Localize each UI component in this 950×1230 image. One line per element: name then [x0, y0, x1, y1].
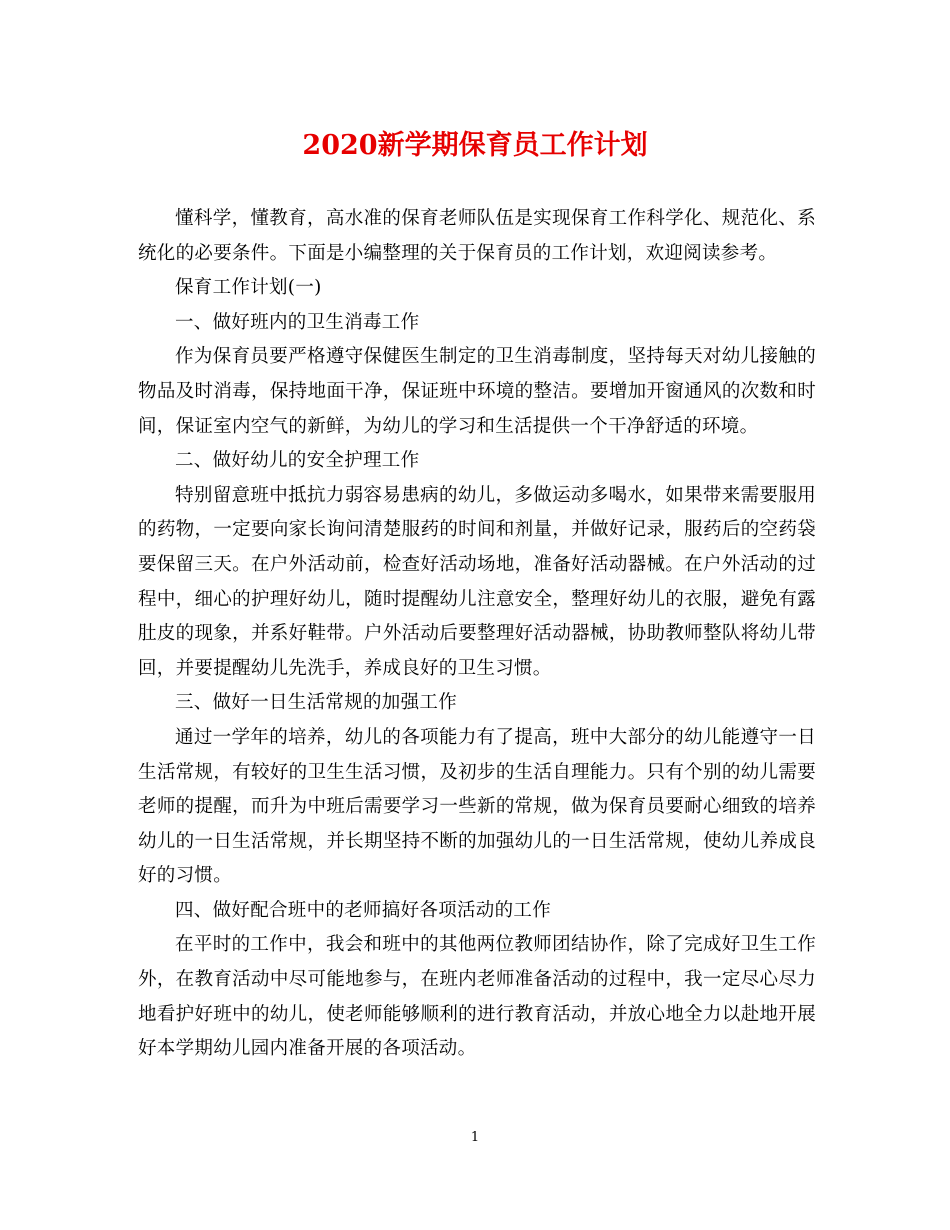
subsection-heading: 四、做好配合班中的老师搞好各项活动的工作	[175, 899, 552, 921]
body-paragraph: 特别留意班中抵抗力弱容易患病的幼儿，多做运动多喝水，如果带来需要服用的药物，一定要向家长询问清楚服药的时间和剂量，并做好记录，服药后的空药袋要保留三天。在户外活动前，检查好活动场地，准备好活动器械。在户外活动的过程中，细心的护理好幼儿，随时提醒幼儿注意安全，整理好幼儿的衣服，避免有露肚皮的现象，并系好鞋带。户外活动后要整理好活动器械，协助教师整队将幼儿带回，并要提醒幼儿先洗手，养成良好的卫生习惯。	[138, 484, 816, 679]
body-paragraph: 在平时的工作中，我会和班中的其他两位教师团结协作，除了完成好卫生工作外，在教育活动中尽可能地参与，在班内老师准备活动的过程中，我一定尽心尽力地看护好班中的幼儿，使老师能够顺利的进行教育活动，并放心地全力以赴地开展好本学期幼儿园内准备开展的各项活动。	[138, 934, 816, 1060]
subsection-heading: 一、做好班内的卫生消毒工作	[175, 311, 420, 333]
body-paragraph: 通过一学年的培养，幼儿的各项能力有了提高，班中大部分的幼儿能遵守一日生活常规，有较好的卫生生活习惯，及初步的生活自理能力。只有个别的幼儿需要老师的提醒，而升为中班后需要学习一些新的常规，做为保育员要耐心细致的培养幼儿的一日生活常规，并长期坚持不断的加强幼儿的一日生活常规，使幼儿养成良好的习惯。	[138, 726, 816, 887]
page-number: 1	[470, 1130, 480, 1145]
subsection-heading: 三、做好一日生活常规的加强工作	[175, 692, 458, 714]
section-heading: 保育工作计划(一)	[175, 277, 322, 299]
document-title: 2020新学期保育员工作计划	[302, 130, 648, 161]
body-paragraph: 作为保育员要严格遵守保健医生制定的卫生消毒制度，坚持每天对幼儿接触的物品及时消毒，保持地面干净，保证班中环境的整洁。要增加开窗通风的次数和时间，保证室内空气的新鲜，为幼儿的学习和生活提供一个干净舒适的环境。	[138, 346, 816, 437]
intro-paragraph: 懂科学，懂教育，高水准的保育老师队伍是实现保育工作科学化、规范化、系统化的必要条件。下面是小编整理的关于保育员的工作计划，欢迎阅读参考。	[138, 208, 816, 264]
document-body	[138, 202, 816, 1067]
subsection-heading: 二、做好幼儿的安全护理工作	[175, 450, 420, 472]
